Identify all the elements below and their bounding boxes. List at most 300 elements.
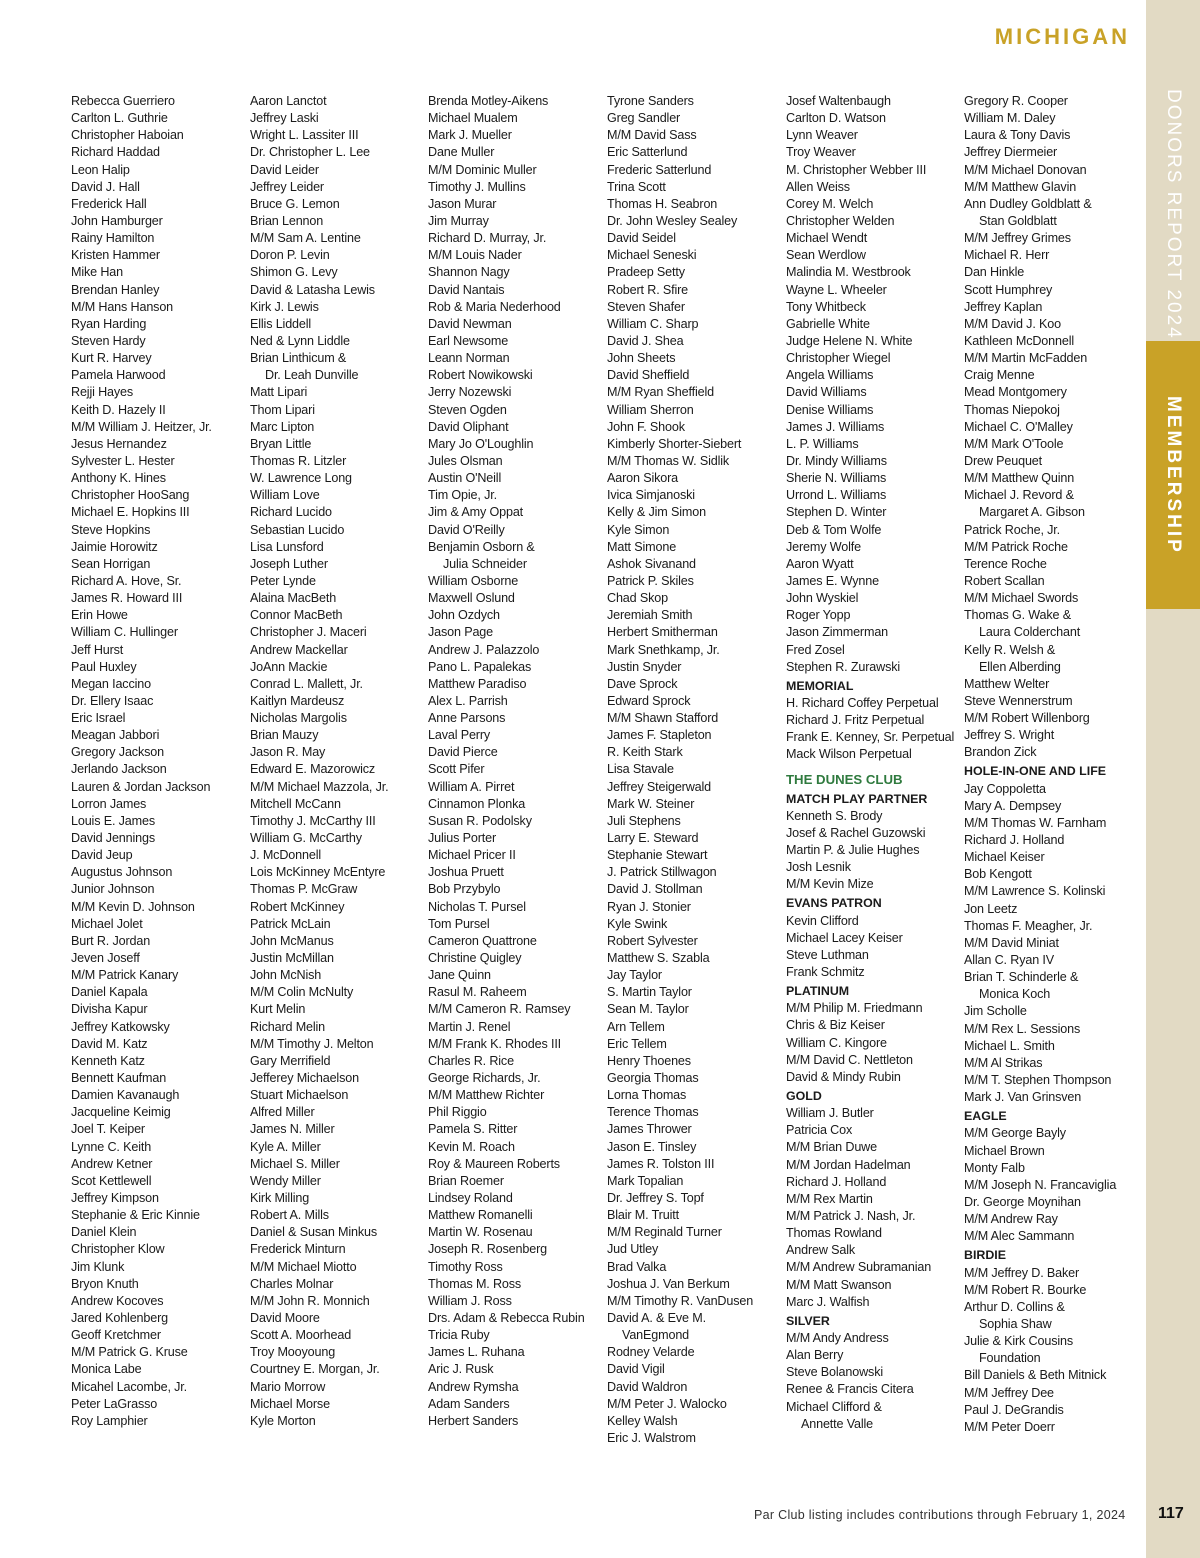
donor-name: Gregory R. Cooper <box>964 94 1068 108</box>
donor-name: Robert Sylvester <box>607 933 698 948</box>
donor-name: Daniel Kapala <box>71 985 148 1000</box>
donor-name: M/M Frank K. Rhodes III <box>428 1036 562 1051</box>
donor-name: Stuart Michaelson <box>250 1088 349 1103</box>
donor-name: Brandon Zick <box>964 745 1037 760</box>
donor-name: Arn Tellem <box>607 1019 665 1034</box>
donor-name: Jeremiah Smith <box>607 608 693 623</box>
donor-name: Lisa Lunsford <box>250 539 324 554</box>
donor-name: Rob & Maria Nederhood <box>428 299 561 314</box>
donor-name: M/M Timothy R. VanDusen <box>607 1293 754 1308</box>
donor-name: Jaimie Horowitz <box>71 539 158 554</box>
donor-name: Eric J. Walstrom <box>607 1430 696 1445</box>
donor-name: Rebecca Guerriero <box>71 94 175 108</box>
donor-name: JoAnn Mackie <box>250 659 328 674</box>
donor-name: Benjamin Osborn & <box>428 539 535 554</box>
donor-column-5 <box>786 93 962 1433</box>
donor-name: Wright L. Lassiter III <box>250 128 359 143</box>
donor-name: Frank E. Kenney, Sr. Perpetual <box>786 730 955 745</box>
donor-name: Monica Labe <box>71 1362 142 1377</box>
donor-name: W. Lawrence Long <box>250 471 352 486</box>
donor-name: M/M Michael Donovan <box>964 162 1087 177</box>
donor-name: Mike Han <box>71 265 123 280</box>
donor-name: M/M Michael Mazzola, Jr. <box>250 779 389 794</box>
donor-name: Stephen D. Winter <box>786 505 887 520</box>
donor-name: Micahel Lacombe, Jr. <box>71 1379 187 1394</box>
donor-name: Bennett Kaufman <box>71 1071 167 1086</box>
donor-name: David A. & Eve M. <box>607 1310 706 1325</box>
donor-name: Kirk J. Lewis <box>250 299 319 314</box>
donor-name: Lorron James <box>71 796 147 811</box>
donor-name: Michael Jolet <box>71 916 143 931</box>
donor-name: Wendy Miller <box>250 1173 321 1188</box>
donor-name: Mary A. Dempsey <box>964 798 1062 813</box>
donor-name: Angela Williams <box>786 368 874 383</box>
donor-name: Pamela S. Ritter <box>428 1122 518 1137</box>
donor-name: Matthew Paradiso <box>428 676 527 691</box>
donor-name: Sherie N. Williams <box>786 471 887 486</box>
donor-name: Rejji Hayes <box>71 385 134 400</box>
donor-name: Kurt Melin <box>250 1002 306 1017</box>
donor-name: L. P. Williams <box>786 436 859 451</box>
donor-name: Edward Sprock <box>607 693 691 708</box>
donor-name: Ellen Alberding <box>979 659 1061 674</box>
donor-name: Bill Daniels & Beth Mitnick <box>964 1368 1107 1383</box>
donor-name: Julia Schneider <box>443 556 527 571</box>
club-heading: THE DUNES CLUB <box>786 772 903 788</box>
donor-name: Josef Waltenbaugh <box>786 94 891 108</box>
donor-name: M/M Peter Doerr <box>964 1419 1055 1434</box>
donor-name: Cameron Quattrone <box>428 933 537 948</box>
donor-name: M/M Sam A. Lentine <box>250 231 361 246</box>
donor-name: Jerry Nozewski <box>428 385 512 400</box>
donor-name: Brian Linthicum & <box>250 351 347 366</box>
donor-name: Connor MacBeth <box>250 608 343 623</box>
donor-name: Arthur D. Collins & <box>964 1299 1065 1314</box>
donor-name: Meagan Jabbori <box>71 728 160 743</box>
donor-name: Josef & Rachel Guzowski <box>786 825 926 840</box>
donor-name: Renee & Francis Citera <box>786 1382 914 1397</box>
report-label: DONORS REPORT 2024 <box>1163 89 1184 340</box>
donor-name: Steven Shafer <box>607 299 685 314</box>
donor-name: M/M Alec Sammann <box>964 1229 1075 1244</box>
donor-name: M/M Martin McFadden <box>964 351 1088 366</box>
donor-name: Alan Berry <box>786 1348 844 1363</box>
donor-name: Lois McKinney McEntyre <box>250 865 386 880</box>
page-number: 117 <box>1158 1505 1184 1522</box>
donor-name: David Waldron <box>607 1379 688 1394</box>
donor-name: Anne Parsons <box>428 711 506 726</box>
donor-name: Richard A. Hove, Sr. <box>71 573 182 588</box>
donor-name: Tim Opie, Jr. <box>428 488 497 503</box>
donor-name: Aaron Lanctot <box>250 94 327 108</box>
donor-name: James R. Howard III <box>71 591 183 606</box>
donor-name: Scott Pifer <box>428 762 485 777</box>
donor-name: Kevin M. Roach <box>428 1139 515 1154</box>
donor-name: Richard Melin <box>250 1019 326 1034</box>
donor-name: Tom Pursel <box>428 916 490 931</box>
donor-name: Daniel & Susan Minkus <box>250 1225 378 1240</box>
donor-name: Kenneth S. Brody <box>786 808 883 823</box>
donor-name: Andrew Rymsha <box>428 1379 519 1394</box>
donor-name: Georgia Thomas <box>607 1071 699 1086</box>
donor-name: Bryon Knuth <box>71 1276 139 1291</box>
donor-name: M/M Al Strikas <box>964 1055 1043 1070</box>
donor-name: Corey M. Welch <box>786 196 874 211</box>
donor-name: Richard Haddad <box>71 145 160 160</box>
donor-name: William Osborne <box>428 573 519 588</box>
donor-name: Lynne C. Keith <box>71 1139 152 1154</box>
donor-name: M/M Thomas W. Farnham <box>964 815 1107 830</box>
donor-name: M/M Patrick J. Nash, Jr. <box>786 1209 916 1223</box>
donor-name: David J. Stollman <box>607 882 703 897</box>
donor-name: Pano L. Papalekas <box>428 659 532 674</box>
donor-name: Kyle Simon <box>607 522 670 537</box>
donor-name: James Thrower <box>607 1122 692 1137</box>
donor-name: Marc Lipton <box>250 419 315 434</box>
donor-name: Monica Koch <box>979 987 1051 1002</box>
donor-name: Terence Roche <box>964 556 1047 571</box>
donor-name: Richard J. Holland <box>964 833 1065 848</box>
donor-name: Steve Luthman <box>786 947 869 962</box>
section-tab <box>1146 341 1200 609</box>
donor-name: Kevin Clifford <box>786 913 859 928</box>
donor-name: James R. Tolston III <box>607 1156 715 1171</box>
donor-name: Justin McMillan <box>250 951 334 966</box>
donor-name: Susan R. Podolsky <box>428 813 532 828</box>
donor-name: Stephen R. Zurawski <box>786 659 901 674</box>
donor-name: Michael Pricer II <box>428 848 516 863</box>
donor-name: David Williams <box>786 385 867 400</box>
report-tab <box>1146 89 1200 340</box>
donor-name: Jules Olsman <box>428 453 503 468</box>
donor-name: Conrad L. Mallett, Jr. <box>250 676 363 691</box>
donor-name: M/M David Miniat <box>964 935 1059 950</box>
donor-name: David Pierce <box>428 745 498 760</box>
donor-name: Nicholas Margolis <box>250 711 347 726</box>
donor-name: Shannon Nagy <box>428 265 510 280</box>
donor-name: Gabrielle White <box>786 316 870 331</box>
donor-name: John Wyskiel <box>786 591 859 606</box>
donor-name: Troy Weaver <box>786 145 856 160</box>
donor-name: Jud Utley <box>607 1242 659 1257</box>
donor-name: Adam Sanders <box>428 1396 510 1411</box>
donor-name: Lorna Thomas <box>607 1088 687 1103</box>
donor-name: Jason R. May <box>250 745 326 760</box>
donor-name: Jim & Amy Oppat <box>428 505 524 520</box>
donor-name: M/M Ryan Sheffield <box>607 385 714 400</box>
donor-name: James F. Stapleton <box>607 728 712 743</box>
donor-name: Michael L. Smith <box>964 1038 1055 1053</box>
donor-name: Thomas Niepokoj <box>964 402 1060 417</box>
donor-name: Kyle Morton <box>250 1413 316 1428</box>
donor-name: Steve Wennerstrum <box>964 693 1073 708</box>
donor-name: William Sherron <box>607 402 694 417</box>
donor-name: Martin P. & Julie Hughes <box>786 843 920 858</box>
donor-name: Lauren & Jordan Jackson <box>71 779 211 794</box>
donor-name: J. McDonnell <box>250 848 321 863</box>
donor-name: M/M Shawn Stafford <box>607 711 719 726</box>
donor-name: Jefferey Michaelson <box>250 1071 359 1086</box>
donor-name: Roy Lamphier <box>71 1413 148 1428</box>
donor-name: Michael Lacey Keiser <box>786 930 903 945</box>
donor-name: Kathleen McDonnell <box>964 333 1075 348</box>
donor-name: Jerlando Jackson <box>71 762 167 777</box>
donor-name: David & Latasha Lewis <box>250 282 375 297</box>
donor-name: M/M Peter J. Walocko <box>607 1396 727 1411</box>
donor-name: Alaina MacBeth <box>250 591 337 606</box>
donor-name: Stephanie & Eric Kinnie <box>71 1208 200 1223</box>
donor-column-6 <box>964 93 1140 1436</box>
donor-name: Bruce G. Lemon <box>250 196 340 211</box>
donor-name: Mead Montgomery <box>964 385 1067 400</box>
donor-name: H. Richard Coffey Perpetual <box>786 695 939 710</box>
donor-name: Megan Iaccino <box>71 676 151 691</box>
donor-name: David Newman <box>428 316 512 331</box>
donor-name: Damien Kavanaugh <box>71 1088 180 1103</box>
donor-name: Craig Menne <box>964 368 1035 383</box>
donor-name: Divisha Kapur <box>71 1002 148 1017</box>
donor-name: Jason E. Tinsley <box>607 1139 697 1154</box>
donor-name: Richard Lucido <box>250 505 332 520</box>
donor-name: S. Martin Taylor <box>607 985 692 1000</box>
donor-name: Jeffrey Diermeier <box>964 145 1058 160</box>
donor-name: Laura & Tony Davis <box>964 128 1071 143</box>
donor-name: David M. Katz <box>71 1036 148 1051</box>
donor-name: Thomas M. Ross <box>428 1276 522 1291</box>
donor-name: R. Keith Stark <box>607 745 683 760</box>
donor-name: Ellis Liddell <box>250 316 312 331</box>
donor-name: Andrew Salk <box>786 1243 856 1258</box>
donor-name: Erin Howe <box>71 608 128 623</box>
donor-name: Austin O'Neill <box>428 471 502 486</box>
donor-name: Frederick Hall <box>71 196 147 211</box>
donor-column-3 <box>428 93 604 1430</box>
donor-name: M/M Robert Willenborg <box>964 711 1090 726</box>
donor-name: Edward E. Mazorowicz <box>250 762 376 777</box>
donor-name: Frank Schmitz <box>786 965 865 980</box>
donor-name: M/M Cameron R. Ramsey <box>428 1002 571 1017</box>
donor-name: Augustus Johnson <box>71 865 173 880</box>
donor-name: M/M George Bayly <box>964 1126 1066 1141</box>
donor-name: Richard D. Murray, Jr. <box>428 231 547 246</box>
donor-name: Jay Taylor <box>607 968 662 983</box>
donor-name: Thomas F. Meagher, Jr. <box>964 918 1093 933</box>
donor-name: Michael Keiser <box>964 850 1045 865</box>
donor-name: Burt R. Jordan <box>71 933 151 948</box>
donor-name: Dr. Ellery Isaac <box>71 693 154 708</box>
donor-name: M/M Michael Swords <box>964 591 1079 606</box>
donor-name: Jay Coppoletta <box>964 781 1046 796</box>
section-heading: SILVER <box>786 1313 830 1328</box>
donor-column-4 <box>607 93 783 1447</box>
donor-name: Christine Quigley <box>428 951 522 966</box>
donor-name: Jeffrey S. Wright <box>964 728 1055 743</box>
donor-name: Christopher Klow <box>71 1242 165 1257</box>
donor-name: John McNish <box>250 968 322 983</box>
donor-name: Maxwell Oslund <box>428 591 515 606</box>
donor-name: Joel T. Keiper <box>71 1122 145 1137</box>
donor-name: Henry Thoenes <box>607 1053 691 1068</box>
donor-name: David Vigil <box>607 1362 665 1377</box>
donor-name: Annette Valle <box>801 1416 874 1431</box>
donor-name: Brendan Hanley <box>71 282 160 297</box>
donor-name: Kyle A. Miller <box>250 1139 321 1154</box>
donor-name: Matt Simone <box>607 539 677 554</box>
donor-name: Michael R. Herr <box>964 248 1050 263</box>
donor-name: Allan C. Ryan IV <box>964 953 1054 968</box>
donor-name: James J. Williams <box>786 419 885 434</box>
donor-name: Timothy J. Mullins <box>428 179 526 194</box>
donor-name: Peter Lynde <box>250 573 316 588</box>
donor-name: Joshua J. Van Berkum <box>607 1276 730 1291</box>
donor-name: Doron P. Levin <box>250 248 330 263</box>
section-heading: BIRDIE <box>964 1248 1006 1263</box>
donor-name: Alfred Miller <box>250 1105 315 1120</box>
donor-name: David Nantais <box>428 282 505 297</box>
donor-name: Jeffrey Leider <box>250 179 324 194</box>
donor-name: M/M Kevin D. Johnson <box>71 899 195 914</box>
donor-name: Alex L. Parrish <box>428 693 508 708</box>
donor-name: J. Patrick Stillwagon <box>607 865 717 880</box>
donor-name: William C. Kingore <box>786 1035 887 1050</box>
donor-name: William A. Pirret <box>428 779 515 794</box>
donor-name: Pradeep Setty <box>607 265 685 280</box>
section-heading: HOLE-IN-ONE AND LIFE <box>964 764 1107 779</box>
donor-name: Gary Merrifield <box>250 1053 331 1068</box>
donor-name: Matthew Welter <box>964 676 1050 691</box>
donor-name: Shimon G. Levy <box>250 265 338 280</box>
donor-name: Kyle Swink <box>607 916 668 931</box>
donor-name: Jeremy Wolfe <box>786 539 861 554</box>
donor-name: Michael Morse <box>250 1396 330 1411</box>
donor-name: Lindsey Roland <box>428 1191 513 1205</box>
donor-name: Kimberly Shorter-Siebert <box>607 436 742 451</box>
donor-name: Robert McKinney <box>250 899 345 914</box>
donor-name: Lynn Weaver <box>786 128 858 143</box>
donor-name: Stan Goldblatt <box>979 213 1057 228</box>
donor-name: Aaron Wyatt <box>786 556 854 571</box>
donor-name: Thomas Rowland <box>786 1226 882 1241</box>
donor-name: Matt Lipari <box>250 385 308 400</box>
donor-name: Robert A. Mills <box>250 1208 329 1223</box>
donor-name: Bob Kengott <box>964 867 1032 882</box>
donor-name: David & Mindy Rubin <box>786 1069 901 1084</box>
donor-name: Phil Riggio <box>428 1105 487 1120</box>
donor-name: Cinnamon Plonka <box>428 796 526 811</box>
donor-name: M/M Philip M. Friedmann <box>786 1001 923 1016</box>
donor-name: M/M T. Stephen Thompson <box>964 1073 1112 1088</box>
donor-name: Jeffrey Steigerwald <box>607 779 712 794</box>
donor-name: Paul J. DeGrandis <box>964 1402 1064 1417</box>
donor-name: Bryan Little <box>250 436 312 451</box>
donor-name: Mario Morrow <box>250 1379 326 1394</box>
donor-name: Dane Muller <box>428 145 495 160</box>
donor-name: Martin W. Rosenau <box>428 1225 533 1240</box>
donor-name: John Hamburger <box>71 213 163 228</box>
donor-name: Christopher Wiegel <box>786 351 891 366</box>
donor-name: William J. Ross <box>428 1293 512 1308</box>
donor-name: M/M Dominic Muller <box>428 162 537 177</box>
donor-name: Michael E. Hopkins III <box>71 505 190 520</box>
donor-name: Monty Falb <box>964 1160 1025 1175</box>
donor-name: Jeffrey Laski <box>250 111 319 126</box>
donor-name: William C. Hullinger <box>71 625 178 640</box>
donor-name: Scott A. Moorhead <box>250 1328 352 1343</box>
donor-name: Deb & Tom Wolfe <box>786 522 882 537</box>
donor-name: M/M Kevin Mize <box>786 877 874 892</box>
donor-name: Steve Bolanowski <box>786 1365 884 1380</box>
donor-name: William C. Sharp <box>607 316 699 331</box>
donor-name: Dr. Leah Dunville <box>265 368 359 383</box>
donor-name: Dr. Christopher L. Lee <box>250 145 370 160</box>
donor-name: Christopher Haboian <box>71 128 184 143</box>
section-heading: PLATINUM <box>786 984 850 999</box>
donor-name: Drew Peuquet <box>964 453 1043 468</box>
donor-name: Eric Satterlund <box>607 145 688 160</box>
donor-name: Chris & Biz Keiser <box>786 1018 885 1033</box>
donor-name: Stephanie Stewart <box>607 848 708 863</box>
donor-name: M/M Louis Nader <box>428 248 522 263</box>
donor-column-1 <box>71 93 247 1430</box>
donor-name: Robert Scallan <box>964 573 1045 588</box>
donor-name: Jason Murar <box>428 196 497 211</box>
donor-name: Joseph R. Rosenberg <box>428 1242 547 1257</box>
donor-name: William Love <box>250 488 320 503</box>
donor-name: M/M Patrick Kanary <box>71 968 179 983</box>
donor-name: Dr. John Wesley Sealey <box>607 213 738 228</box>
donor-name: Kelley Walsh <box>607 1413 678 1428</box>
donor-name: Aric J. Rusk <box>428 1362 494 1377</box>
donor-name: Patrick P. Skiles <box>607 573 694 588</box>
donor-name: Allen Weiss <box>786 179 850 194</box>
donor-name: Michael J. Revord & <box>964 488 1074 503</box>
donor-name: David Jennings <box>71 831 156 846</box>
donor-name: Dave Sprock <box>607 676 678 691</box>
donor-name: Brian Roemer <box>428 1173 504 1188</box>
donor-name: Mitchell McCann <box>250 796 341 811</box>
donor-name: Pamela Harwood <box>71 368 166 383</box>
donor-name: Steven Ogden <box>428 402 507 417</box>
donor-name: Steve Hopkins <box>71 522 151 537</box>
donor-name: John F. Shook <box>607 419 685 434</box>
donor-name: Courtney E. Morgan, Jr. <box>250 1362 380 1377</box>
donor-name: Junior Johnson <box>71 882 155 897</box>
donor-name: M/M Thomas W. Sidlik <box>607 453 730 468</box>
donor-name: Mark J. Mueller <box>428 128 512 143</box>
donor-name: M/M Hans Hanson <box>71 299 174 314</box>
section-heading: EVANS PATRON <box>786 896 882 911</box>
donor-name: Michael Clifford & <box>786 1399 882 1414</box>
donor-name: Laval Perry <box>428 728 491 743</box>
donor-name: Andrew Mackellar <box>250 642 348 657</box>
donor-name: Paul Huxley <box>71 659 137 674</box>
donor-name: M/M Jeffrey Grimes <box>964 231 1071 246</box>
donor-name: Tyrone Sanders <box>607 94 694 108</box>
donor-name: Carlton D. Watson <box>786 111 886 126</box>
donor-name: M/M Matthew Glavin <box>964 179 1077 194</box>
donor-name: Brian Mauzy <box>250 728 319 743</box>
donor-name: M/M Andrew Ray <box>964 1212 1058 1227</box>
donor-name: Sylvester L. Hester <box>71 453 175 468</box>
donor-name: Jason Page <box>428 625 494 640</box>
page-title: MICHIGAN <box>994 24 1130 49</box>
donor-name: Jim Scholle <box>964 1004 1027 1019</box>
donor-name: Kirk Milling <box>250 1191 310 1205</box>
donor-name: M/M David J. Koo <box>964 316 1061 331</box>
donor-name: Ivica Simjanoski <box>607 488 695 503</box>
donor-name: Tony Whitbeck <box>786 299 866 314</box>
donor-name: Jason Zimmerman <box>786 625 889 640</box>
